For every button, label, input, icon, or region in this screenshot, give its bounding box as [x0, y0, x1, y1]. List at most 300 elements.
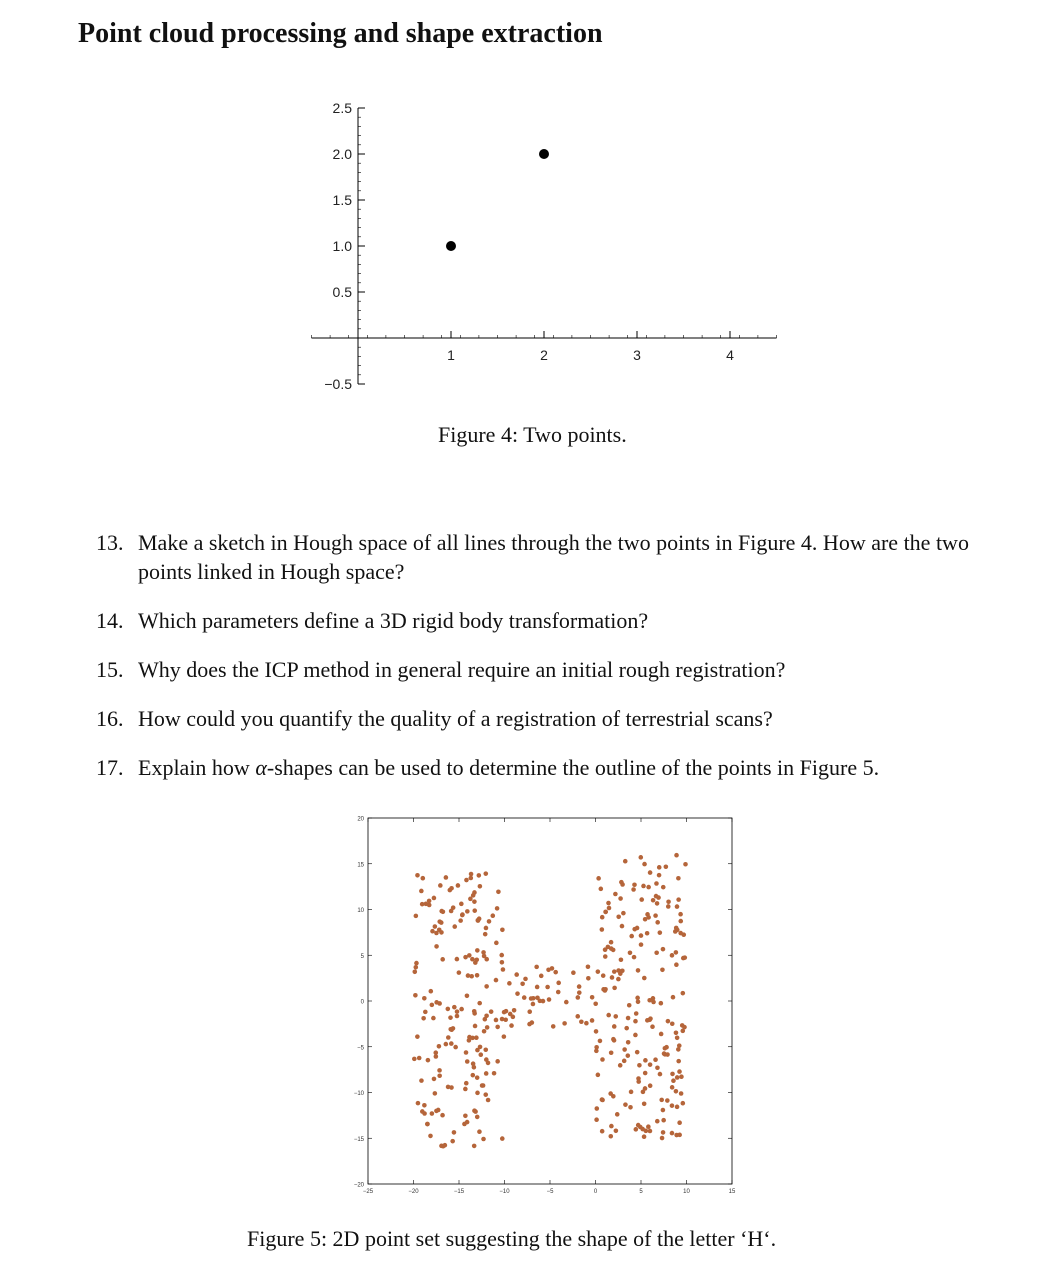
data-point: [590, 1018, 595, 1023]
data-point: [586, 976, 591, 981]
data-point: [677, 1043, 682, 1048]
data-point: [475, 1075, 480, 1080]
x-tick-label: 15: [728, 1189, 736, 1195]
data-point: [465, 993, 470, 998]
data-point: [414, 961, 419, 966]
data-point: [670, 1131, 675, 1136]
data-point: [681, 991, 686, 996]
data-point: [463, 1113, 468, 1118]
data-point: [481, 1137, 486, 1142]
data-point: [440, 957, 445, 962]
data-point: [594, 1117, 599, 1122]
data-point: [522, 995, 527, 1000]
data-point: [673, 929, 678, 934]
data-point: [657, 873, 662, 878]
data-point: [611, 1094, 616, 1099]
y-tick-label: −0.5: [324, 376, 352, 392]
data-point: [613, 1014, 618, 1019]
y-tick-label: 10: [357, 908, 364, 914]
y-tick-label: 2.5: [332, 100, 352, 116]
data-point: [489, 1009, 494, 1014]
data-point: [635, 1050, 640, 1055]
data-point: [661, 1130, 666, 1135]
question-text-after: -shapes can be used to determine the outline of the points in Figure 5.: [266, 755, 880, 780]
figure-4-caption: Figure 4: Two points.: [438, 422, 627, 447]
data-point: [629, 934, 634, 939]
data-point: [670, 1085, 675, 1090]
data-point: [638, 855, 643, 860]
data-point: [612, 1038, 617, 1043]
data-point: [661, 947, 666, 952]
data-point: [446, 241, 456, 251]
data-point: [613, 892, 618, 897]
data-point: [494, 978, 499, 983]
data-point: [502, 1034, 507, 1039]
data-point: [620, 924, 625, 929]
data-point: [626, 1016, 631, 1021]
data-point: [529, 996, 534, 1001]
x-tick-label: 4: [726, 347, 734, 363]
data-point: [462, 1122, 467, 1127]
data-point: [642, 1101, 647, 1106]
data-point: [477, 1001, 482, 1006]
data-point: [439, 930, 444, 935]
data-point: [509, 1023, 514, 1028]
data-point: [421, 1016, 426, 1021]
data-point: [463, 1087, 468, 1092]
question-text: Which parameters define a 3D rigid body transformation?: [138, 608, 649, 633]
data-point: [531, 1002, 536, 1007]
data-point: [659, 1001, 664, 1006]
data-point: [432, 896, 437, 901]
data-point: [641, 884, 646, 889]
data-point: [468, 897, 473, 902]
data-point: [465, 1059, 470, 1064]
data-point: [676, 876, 681, 881]
data-point: [417, 1056, 422, 1061]
data-point: [419, 1078, 424, 1083]
data-point: [450, 1139, 455, 1144]
data-point: [661, 1108, 666, 1113]
data-point: [441, 1144, 446, 1149]
data-point: [615, 1112, 620, 1117]
data-point: [419, 889, 424, 894]
data-point: [674, 853, 679, 858]
data-point: [486, 1098, 491, 1103]
data-point: [634, 1011, 639, 1016]
data-point: [436, 1108, 441, 1113]
data-point: [500, 927, 505, 932]
data-point: [428, 1134, 433, 1139]
data-point: [637, 1063, 642, 1068]
data-point: [429, 989, 434, 994]
data-point: [674, 962, 679, 967]
data-point: [575, 1014, 580, 1019]
data-point: [492, 1071, 497, 1076]
data-point: [490, 913, 495, 918]
data-point: [469, 876, 474, 881]
data-point: [483, 932, 488, 937]
data-point: [658, 1072, 663, 1077]
data-point: [420, 902, 425, 907]
y-tick-label: −5: [357, 1045, 364, 1052]
data-point: [483, 1047, 488, 1052]
data-point: [648, 1016, 653, 1021]
data-point: [504, 1009, 509, 1014]
question-number: 17.: [96, 755, 124, 780]
data-point: [612, 986, 617, 991]
data-point: [645, 931, 650, 936]
data-point: [472, 1009, 477, 1014]
data-point: [661, 885, 666, 890]
data-point: [606, 945, 611, 950]
data-point: [594, 1045, 599, 1050]
data-point: [452, 924, 457, 929]
data-point: [484, 1057, 489, 1062]
data-point: [457, 970, 462, 975]
data-point: [655, 920, 660, 925]
data-point: [412, 1057, 417, 1062]
x-tick-label: 1: [447, 347, 455, 363]
x-tick-label: −20: [408, 1189, 419, 1195]
data-point: [438, 883, 443, 888]
data-point: [455, 1014, 460, 1019]
data-point: [650, 1024, 655, 1029]
data-point: [481, 1083, 486, 1088]
data-point: [508, 1012, 513, 1017]
data-point: [675, 904, 680, 909]
data-point: [430, 1111, 435, 1116]
question-text: How could you quantify the quality of a registration of terrestrial scans?: [138, 706, 773, 731]
data-point: [434, 931, 439, 936]
data-point: [426, 1058, 431, 1063]
data-point: [437, 1068, 442, 1073]
data-point: [642, 976, 647, 981]
data-point: [432, 1077, 437, 1082]
data-point: [534, 965, 539, 970]
data-point: [433, 1091, 438, 1096]
data-point: [660, 1136, 665, 1141]
figure-4-chart: [300, 90, 780, 400]
question-17: [96, 753, 1016, 782]
data-point: [674, 950, 679, 955]
x-tick-label: −10: [499, 1189, 510, 1195]
data-point: [523, 977, 528, 982]
data-point: [456, 883, 461, 888]
data-point: [579, 1019, 584, 1024]
data-point: [475, 1115, 480, 1120]
data-point: [520, 981, 525, 986]
data-point: [430, 1003, 435, 1008]
y-tick-label: 1.0: [332, 238, 352, 254]
data-point: [614, 1128, 619, 1133]
data-point: [612, 969, 617, 974]
data-point: [449, 909, 454, 914]
data-point: [472, 908, 477, 913]
data-point: [474, 957, 479, 962]
data-point: [538, 999, 543, 1004]
data-point: [494, 1018, 499, 1023]
data-point: [655, 1119, 660, 1124]
data-point: [459, 1007, 464, 1012]
data-point: [458, 918, 463, 923]
data-point: [482, 1029, 487, 1034]
data-point: [584, 1021, 589, 1026]
data-point: [603, 910, 608, 915]
data-point: [482, 954, 487, 959]
data-point: [621, 911, 626, 916]
data-point: [664, 864, 669, 869]
data-point: [539, 149, 549, 159]
data-point: [643, 1058, 648, 1063]
data-point: [676, 1059, 681, 1064]
data-point: [496, 890, 501, 895]
data-point: [674, 1031, 679, 1036]
data-point: [632, 955, 637, 960]
x-tick-label: 5: [639, 1189, 643, 1195]
data-point: [463, 955, 468, 960]
data-point: [611, 948, 616, 953]
data-point: [556, 981, 561, 986]
x-tick-label: 10: [683, 1189, 690, 1195]
data-point: [545, 985, 550, 990]
data-point: [421, 876, 426, 881]
data-point: [639, 933, 644, 938]
data-point: [515, 991, 520, 996]
data-point: [471, 1073, 476, 1078]
data-point: [643, 1071, 648, 1076]
data-point: [643, 1086, 648, 1091]
data-point: [603, 988, 608, 993]
data-point: [654, 881, 659, 886]
x-tick-label: −5: [546, 1189, 554, 1195]
data-point: [677, 1069, 682, 1074]
data-point: [451, 1026, 456, 1031]
data-point: [670, 1021, 675, 1026]
data-point: [475, 1048, 480, 1053]
data-point: [606, 901, 611, 906]
data-point: [514, 972, 519, 977]
data-point: [639, 897, 644, 902]
data-point: [665, 1098, 670, 1103]
data-point: [636, 1079, 641, 1084]
data-point: [437, 1073, 442, 1078]
data-point: [475, 1091, 480, 1096]
data-point: [494, 941, 499, 946]
data-point: [495, 1059, 500, 1064]
data-point: [677, 1120, 682, 1125]
question-14: [96, 606, 1016, 635]
y-tick-label: −15: [353, 1136, 364, 1143]
data-point: [632, 882, 637, 887]
data-point: [628, 950, 633, 955]
data-point: [535, 985, 540, 990]
data-point: [425, 1122, 430, 1127]
data-point: [478, 884, 483, 889]
data-point: [610, 975, 615, 980]
data-point: [500, 1136, 505, 1141]
data-point: [594, 1029, 599, 1034]
data-point: [472, 1065, 477, 1070]
data-point: [483, 1092, 488, 1097]
data-point: [655, 1065, 660, 1070]
data-point: [452, 1130, 457, 1135]
data-point: [437, 1001, 442, 1006]
y-tick-label: 1.5: [332, 192, 352, 208]
data-point: [631, 887, 636, 892]
data-point: [642, 1134, 647, 1139]
data-point: [648, 870, 653, 875]
data-point: [660, 967, 665, 972]
data-point: [606, 1013, 611, 1018]
data-point: [622, 1059, 627, 1064]
data-point: [512, 1008, 517, 1013]
data-point: [455, 1009, 460, 1014]
data-point: [618, 1063, 623, 1068]
data-point: [475, 973, 480, 978]
data-point: [629, 1090, 634, 1095]
data-point: [422, 1103, 427, 1108]
data-point: [647, 998, 652, 1003]
data-point: [639, 942, 644, 947]
data-point: [657, 865, 662, 870]
data-point: [678, 919, 683, 924]
data-point: [446, 1085, 451, 1090]
x-tick-label: −25: [362, 1189, 374, 1195]
data-point: [609, 940, 614, 945]
data-point: [464, 878, 469, 883]
data-point: [469, 974, 474, 979]
data-point: [467, 1035, 472, 1040]
data-point: [681, 932, 686, 937]
data-point: [659, 1098, 664, 1103]
data-point: [671, 1078, 676, 1083]
data-point: [678, 912, 683, 917]
data-point: [646, 1124, 651, 1129]
data-point: [437, 919, 442, 924]
data-point: [600, 927, 605, 932]
data-point: [620, 968, 625, 973]
data-point: [464, 1050, 469, 1055]
data-point: [666, 899, 671, 904]
data-point: [596, 876, 601, 881]
data-point: [430, 929, 435, 934]
data-point: [681, 1101, 686, 1106]
y-tick-label: −10: [353, 1091, 364, 1097]
data-point: [433, 924, 438, 929]
data-point: [455, 957, 460, 962]
data-point: [670, 1072, 675, 1077]
data-point: [670, 953, 675, 958]
data-point: [527, 1009, 532, 1014]
y-tick-label: 0: [360, 999, 364, 1006]
data-point: [507, 981, 512, 986]
data-point: [449, 1041, 454, 1046]
data-point: [452, 1005, 457, 1010]
data-point: [633, 1019, 638, 1024]
data-point: [550, 966, 555, 971]
data-point: [477, 873, 482, 878]
data-point: [636, 1000, 641, 1005]
data-point: [609, 1124, 614, 1129]
y-tick-label: −20: [353, 1182, 364, 1189]
data-point: [623, 1102, 628, 1107]
data-point: [646, 915, 651, 920]
data-point: [483, 871, 488, 876]
data-point: [665, 1052, 670, 1057]
data-point: [671, 995, 676, 1000]
data-point: [628, 1105, 633, 1110]
data-point: [547, 997, 552, 1002]
data-point: [675, 1075, 680, 1080]
data-point: [640, 1127, 645, 1132]
data-point: [598, 1039, 603, 1044]
data-point: [499, 953, 504, 958]
data-point: [622, 1047, 627, 1052]
data-point: [632, 927, 637, 932]
data-point: [626, 1053, 631, 1058]
data-point: [675, 1105, 680, 1110]
data-point: [601, 973, 606, 978]
data-point: [441, 910, 446, 915]
data-point: [472, 1144, 477, 1149]
data-point: [416, 1101, 421, 1106]
data-point: [618, 896, 623, 901]
data-point: [484, 1071, 489, 1076]
y-tick-label: 15: [357, 862, 364, 869]
data-point: [576, 995, 581, 1000]
data-point: [676, 897, 681, 902]
data-point: [636, 968, 641, 973]
data-point: [655, 901, 660, 906]
data-point: [484, 984, 489, 989]
data-point: [501, 967, 506, 972]
data-point: [600, 1129, 605, 1134]
question-number: 16.: [96, 706, 124, 731]
data-point: [483, 1017, 488, 1022]
data-point: [431, 1016, 436, 1021]
data-point: [437, 1044, 442, 1049]
figure-5-caption: Figure 5: 2D point set suggesting the shape of the letter ‘H‘.: [247, 1226, 777, 1251]
data-point: [562, 1021, 567, 1026]
data-point: [571, 970, 576, 975]
data-point: [500, 960, 505, 965]
data-point: [577, 990, 582, 995]
data-point: [414, 914, 419, 919]
data-point: [670, 1103, 675, 1108]
data-point: [675, 1035, 680, 1040]
question-text: Make a sketch in Hough space of all lines through the two points in Figure 4. How are the two points linked in Hough space?: [138, 530, 969, 584]
data-point: [485, 1025, 490, 1030]
page-title: Point cloud processing and shape extraction: [78, 18, 603, 49]
data-point: [654, 950, 659, 955]
data-point: [616, 914, 621, 919]
data-point: [422, 996, 427, 1001]
data-point: [666, 1019, 671, 1024]
data-point: [473, 1024, 478, 1029]
data-point: [433, 1050, 438, 1055]
data-point: [487, 919, 492, 924]
y-tick-label: 2.0: [332, 146, 352, 162]
data-point: [642, 862, 647, 867]
data-point: [619, 957, 624, 962]
figure-5-chart: [330, 810, 750, 1200]
data-point: [465, 909, 470, 914]
data-point: [472, 890, 477, 895]
data-point: [648, 1129, 653, 1134]
alpha-symbol: α: [255, 755, 267, 780]
data-point: [475, 948, 480, 953]
